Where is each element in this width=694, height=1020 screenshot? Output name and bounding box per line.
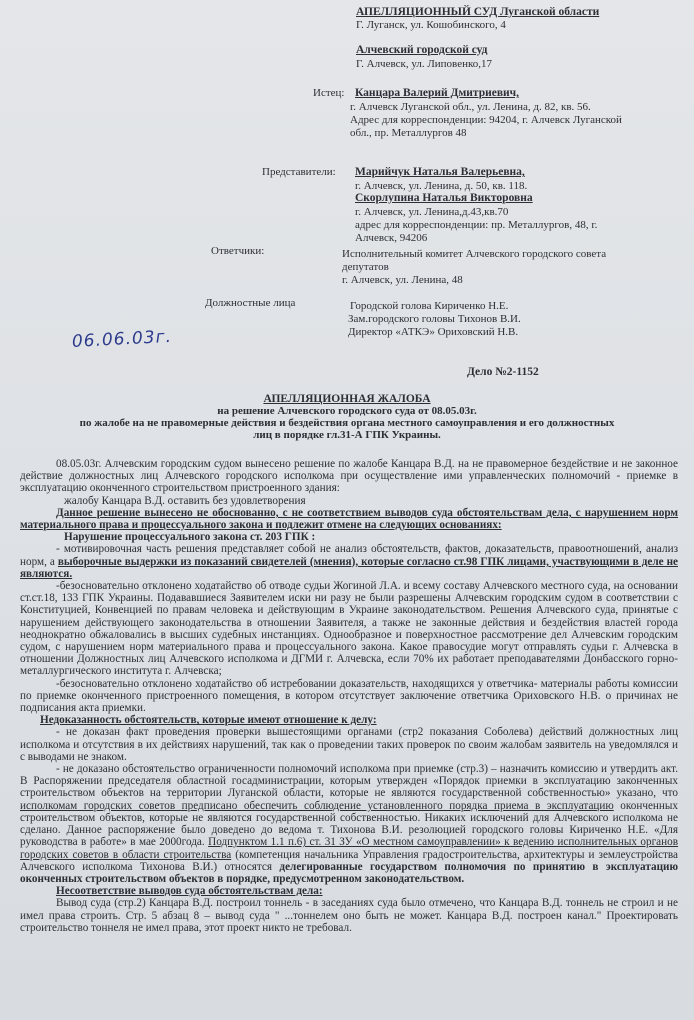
court-address: Г. Луганск, ул. Кошобинского, 4 (356, 19, 506, 31)
paragraph-motivation (20, 543, 678, 580)
paragraph-authority-underlined: исполкомам городских советов предписано обеспечить соблюдение установленного порядка приема в эксплуатацию (20, 799, 614, 812)
official-deputy: Зам.городского головы Тихонов В.И. (348, 313, 521, 325)
paragraph-evidence: -безосновательно отклонено ходатайство об истребовании доказательств, находящихся у ответчика- материалы работы комиссии по приемке оконченного пристроенного помещения, в котором отсутствует заключение ответчика Ориховского Н.В. о причинах не подписания акта приемки. (20, 677, 678, 715)
paragraph-tunnel: Вывод суда (стр.2) Канцара В.Д. построил тоннель - в заседаниях суда было отмечено, что Канцара В.Д. тоннель не строил и не имел права строить. Стр. 5 абзац 8 – вывод суда " ...тоннелем оно быть не может. Канцара В.Д. построен канал." Проектировать строительство тоннеля не имел права, этот проект никто не требовал. (20, 897, 678, 934)
representatives-label: Представители: (262, 166, 336, 178)
plaintiff-correspondence: Адрес для корреспонденции: 94204, г. Алчевск Луганской (350, 114, 622, 126)
document-title: АПЕЛЛЯЦИОННАЯ ЖАЛОБА (263, 393, 431, 405)
rep2-address: г. Алчевск, ул. Ленина,д.43,кв.70 (355, 206, 509, 218)
heading-procedural-violation: Нарушение процессуального закона ст. 203 ГПК : (64, 531, 316, 544)
defendant-line1: Исполнительный комитет Алчевского городского совета (342, 248, 607, 260)
plaintiff-address: г. Алчевск Луганской обл., ул. Ленина, д. 82, кв. 56. (350, 101, 591, 113)
paragraph-authority-delegated: делегированные государством полномочия по принятию в эксплуатацию оконченных строительством объектов в порядке, предусмотренном законодательством. (20, 860, 679, 885)
official-director: Директор «АТКЭ» Ориховский Н.В. (348, 326, 519, 338)
plaintiff-label: Истец: (313, 87, 345, 99)
paragraph-inspection: - не доказан факт проведения проверки вышестоящими органами (стр2 показания Соболева) действий должностных лиц исполкома и отсутствия в их действиях нарушений, так как о проведении таких проверок по своим жалобам заявитель на уведомлялся и с выводами не знаком. (20, 726, 678, 763)
title-line2: по жалобе на не правомерные действия и бездействия органа местного самоуправления и его должностных (79, 417, 615, 429)
paragraph-authority (20, 763, 678, 885)
paragraph-authority-cont: оконченных строительством объектов, которые не являются государственной собственностью. Никаких исключений для Алчевского исполкома не сделано. Данное распоряжение было доведено до ведома т. Тихонова В.И. резолюцией городского головы Кириченко Н.Е. «Для руководства в работе» в мае 2000года. (20, 799, 678, 849)
paragraph-grounds: Данное решение вынесено не обоснованно, с не соответствием выводов суда обстоятельствам дела, с нарушением норм материального права и процессуального закона и подлежит отмене на следующих основаниях: (20, 506, 678, 532)
document-body (20, 458, 678, 934)
lower-court-name: Алчевский городской суд (356, 44, 488, 56)
lower-court-address: Г. Алчевск, ул. Липовенко,17 (356, 58, 492, 70)
rep1-address: г. Алчевск, ул. Ленина, д. 50, кв. 118. (355, 180, 528, 192)
rep2-name: Скорлупина Наталья Викторовна (355, 192, 533, 204)
paragraph-recusal: -безосновательно отклонено ходатайство об отводе судьи Жогиной Л.А. и всему составу Алчевского местного суда, на основании ст.ст.18, 133 ГПК Украины. Подававшиеся Заявителем иски ни разу не были разрешены Алчевским городским судом в соответствии с Конституцией, Конвенцией по правам человека и действующим в Украине законодательством. Решения Алчевского суда, принятые с нарушением действующего законодательства в отношении Заявителя, а также не законные действия и бездействия властей города неоднократно обжаловались в высших судебных инстанциях. Однообразное и поверхностное рассмотрение дел Алчевским городским судом, с нарушением норм материального права и процессуального закона. Какое правосудие могут отправлять судьи г. Алчевска в отношении Должностных лиц Алчевского исполкома и ДГМИ г. Алчевска, если 70% их работает преподавателями Донбасского горно-металлургического института г. Алчевска; (20, 580, 678, 678)
rep1-name: Марийчук Наталья Валерьевна, (355, 166, 525, 178)
paragraph-decision-result: жалобу Канцара В.Д. оставить без удовлетворения (64, 494, 306, 507)
paragraph-motivation-emphasis: выборочные выдержки из показаний свидетелей (мнения), которые согласно ст.98 ГПК лицами, участвующими в деле не являются. (20, 555, 678, 580)
paragraph-motivation-text: - мотивировочная часть решения представляет собой не анализ обстоятельств, фактов, доказательств, правоотношений, анализ норм, а (20, 543, 678, 568)
handwritten-date: 06.06.03г. (71, 326, 173, 352)
defendant-address: г. Алчевск, ул. Ленина, 48 (342, 274, 463, 286)
plaintiff-name: Канцара Валерий Дмитриевич, (355, 87, 520, 99)
heading-unproven-circumstances: Недоказанность обстоятельств, которые имеют отношение к делу: (40, 714, 377, 727)
court-name: АПЕЛЛЯЦИОННЫЙ СУД Луганской области (356, 6, 600, 18)
official-mayor: Городской голова Кириченко Н.Е. (350, 300, 509, 312)
heading-inconsistency: Несоответствие выводов суда обстоятельствам дела: (56, 885, 323, 898)
paragraph-authority-law: Подпунктом 1.1 п.6) ст. 31 ЗУ «О местном самоуправлении» к ведению исполнительных органов городских советов в области строительства (20, 836, 678, 861)
defendants-label: Ответчики: (211, 245, 265, 257)
paragraph-decision: 08.05.03г. Алчевским городским судом вынесено решение по жалобе Канцара В.Д. на не правомерное бездействие и не законное действие должностных лиц Алчевского городского исполкома при осуществление ими управленческих полномочий - приемке в эксплуатацию оконченного строительством пристроенного здания: (20, 458, 678, 495)
title-line3: лиц в порядке гл.31-А ГПК Украины. (253, 429, 441, 441)
rep2-correspondence: адрес для корреспонденции: пр. Металлургов, 48, г. (355, 219, 598, 231)
paragraph-authority-competence: (компетенция начальника Управления градостроительства, архитектуры и землеустройства Алчевского исполкома Тихонова В.И.) относятся (20, 848, 678, 873)
title-line1: на решение Алчевского городского суда от 08.05.03г. (217, 405, 477, 417)
case-number: Дело №2-1152 (467, 366, 539, 378)
plaintiff-correspondence-cont: обл., пр. Металлургов 48 (350, 127, 467, 139)
officials-label: Должностные лица (205, 297, 296, 309)
rep2-correspondence-cont: Алчевск, 94206 (355, 232, 428, 244)
paragraph-authority-text: - не доказано обстоятельство ограниченности полномочий исполкома при приемке (стр.3) – назначить комиссию и утвердить акт. В Распоряжении председателя областной госадминистрации, которым утвержден «Порядок приемки в эксплуатацию законченных строительством объектов на территории Луганской области, которые не являются государственной собственностью» указано, что (20, 763, 678, 800)
defendant-line2: депутатов (342, 261, 389, 273)
